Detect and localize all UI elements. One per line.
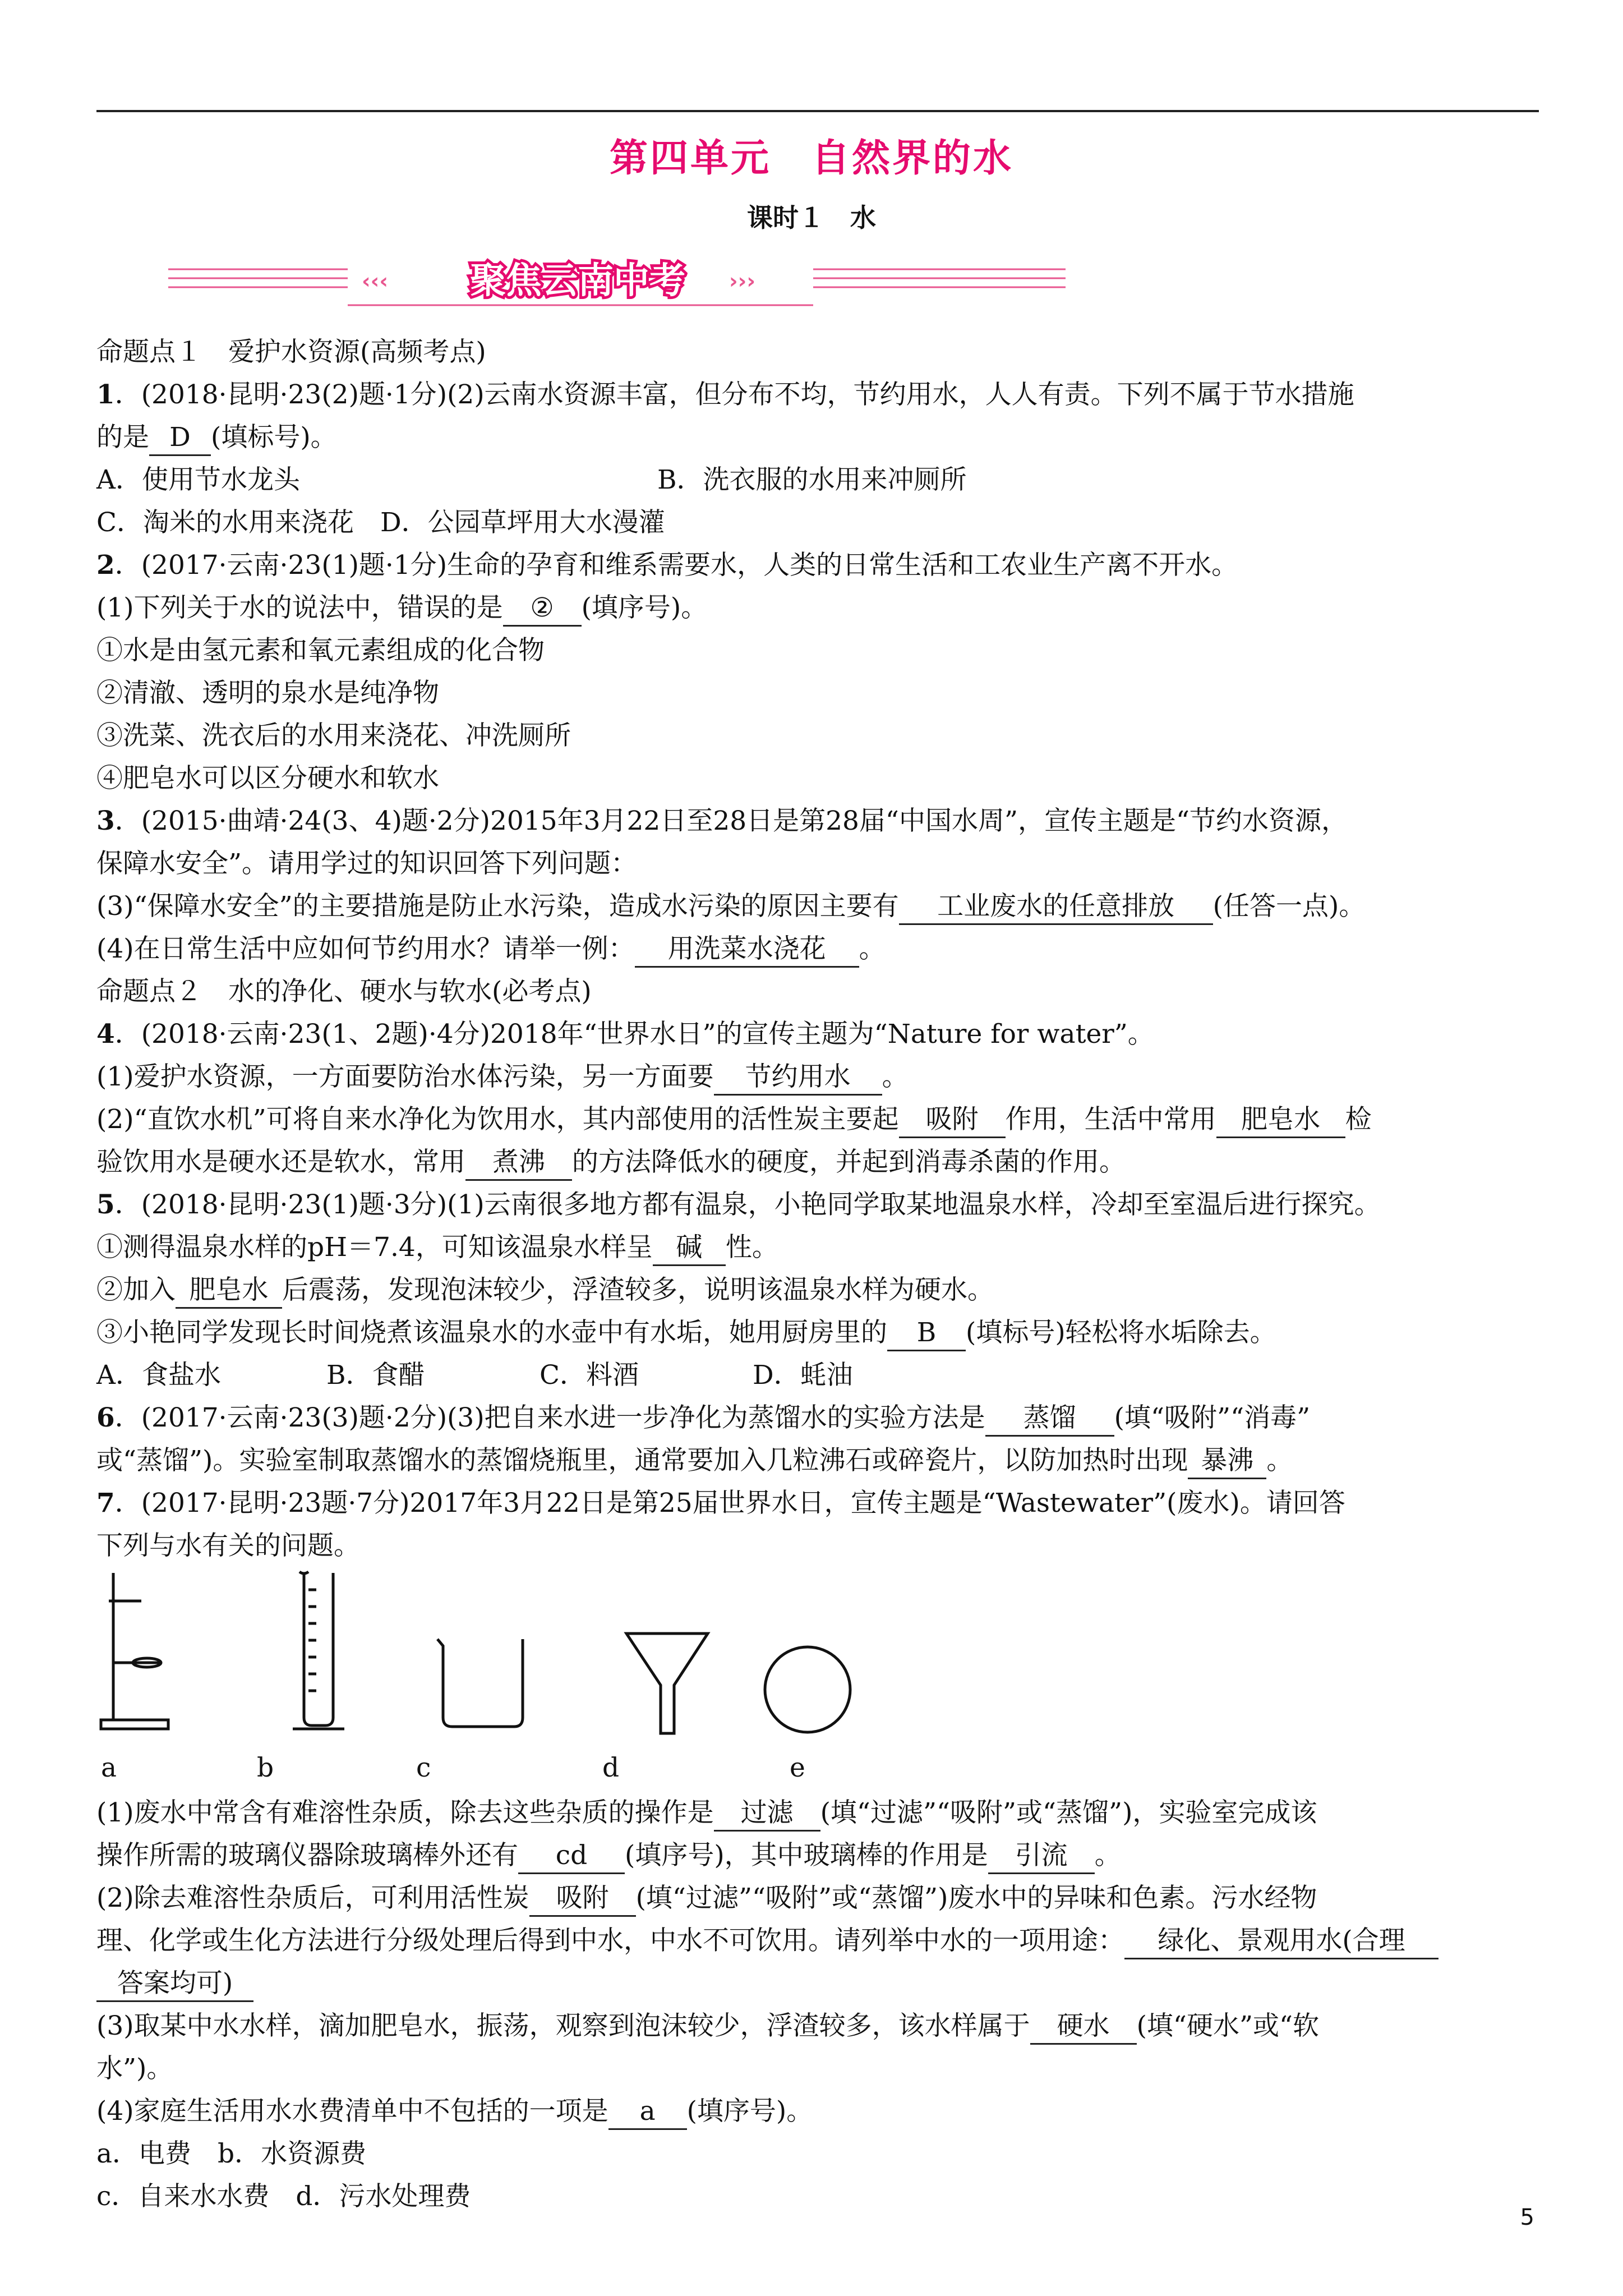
- q4-number: 4: [96, 1019, 115, 1050]
- q7-sub3: (3)取某中水水样，滴加肥皂水，振荡，观察到泡沫较少，浮渣较多，该水样属于 硬水 (填“硬水”或“软: [96, 2005, 1543, 2047]
- q7-sub1b: 操作所需的玻璃仪器除玻璃棒外还有 cd (填序号)，其中玻璃棒的作用是 引流 。: [96, 1834, 1543, 1877]
- q5-line1: 5．(2018·昆明·23(1)题·3分)(1)云南很多地方都有温泉，小艳同学取某地温泉水样，冷却至室温后进行探究。: [96, 1189, 1381, 1220]
- q7-sub4: (4)家庭生活用水水费清单中不包括的一项是 a (填序号)。: [96, 2090, 1543, 2133]
- q7-answer-1c: 引流: [988, 1839, 1095, 1874]
- q7-answer-2b: 绿化、景观用水(合理: [1124, 1924, 1438, 1959]
- section-heading-1: 命题点１ 爱护水资源(高频考点): [96, 337, 486, 367]
- q7-sub2c: [96, 1962, 1543, 2005]
- q5-answer-c: B: [887, 1316, 966, 1351]
- q5-options: A．食盐水 B．食醋 C．料酒 D．蚝油: [96, 1360, 853, 1391]
- q6-line2: 或“蒸馏”)。实验室制取蒸馏水的蒸馏烧瓶里，通常要加入几粒沸石或碎瓷片，以防加热时出现 暴沸 。: [96, 1439, 1543, 1482]
- q1-answer: D: [149, 421, 211, 456]
- filter-paper-icon: [765, 1647, 850, 1732]
- question-content: [96, 331, 1543, 2218]
- q3-sub3: (3)“保障水安全”的主要措施是防止水污染，造成水污染的原因主要有 工业废水的任意排放 (任答一点)。: [96, 885, 1543, 928]
- q3-line2: 保障水安全”。请用学过的知识回答下列问题：: [96, 848, 638, 879]
- q7-answer-1: 过滤: [714, 1796, 820, 1832]
- q7-sub1: (1)废水中常含有难溶性杂质，除去这些杂质的操作是 过滤 (填“过滤”“吸附”或“蒸馏”)，实验室完成该: [96, 1792, 1543, 1834]
- page-number: 5: [1520, 2205, 1534, 2230]
- q2-item: ②清澈、透明的泉水是纯净物: [96, 678, 439, 708]
- q2-item: ③洗菜、洗衣后的水用来浇花、冲洗厕所: [96, 720, 571, 751]
- q7-line2: 下列与水有关的问题。: [96, 1530, 360, 1561]
- q1-options-cd: C．淘米的水用来浇花 D．公园草坪用大水漫灌: [96, 507, 665, 538]
- q1-line2: 的是 D (填标号)。: [96, 416, 1543, 459]
- graduated-cylinder-icon: [293, 1572, 344, 1729]
- q3-sub4: (4)在日常生活中应如何节约用水？请举一例： 用洗菜水浇花 。: [96, 928, 1543, 970]
- q4-answer-2c: 煮沸: [465, 1145, 572, 1181]
- q2-line1: 2．(2017·云南·23(1)题·1分)生命的孕育和维系需要水，人类的日常生活和工农业生产离不开水。: [96, 550, 1238, 581]
- q5-sub-a: ①测得温泉水样的pH＝7.4，可知该温泉水样呈 碱 性。: [96, 1226, 1543, 1269]
- q1-line1: 1．(2018·昆明·23(2)题·1分)(2)云南水资源丰富，但分布不均，节约用水，人人有责。下列不属于节水措施: [96, 379, 1354, 410]
- q5-answer-b: 肥皂水: [176, 1273, 282, 1309]
- q7-answer-2c: 答案均可): [96, 1967, 253, 2002]
- fig-label-a: a: [101, 1752, 117, 1783]
- q6-answer-2: 暴沸: [1188, 1444, 1266, 1479]
- q5-answer-a: 碱: [653, 1231, 726, 1266]
- iron-stand-icon: [101, 1573, 168, 1729]
- q7-answer-3: 硬水: [1030, 2009, 1137, 2045]
- q7-sub3b: 水”)。: [96, 2053, 173, 2084]
- q6-number: 6: [96, 1402, 115, 1433]
- funnel-icon: [626, 1634, 708, 1733]
- q7-sub2: (2)除去难溶性杂质后，可利用活性炭 吸附 (填“过滤”“吸附”或“蒸馏”)废水中的异味和色素。污水经物: [96, 1877, 1543, 1920]
- q6-line1: 6．(2017·云南·23(3)题·2分)(3)把自来水进一步净化为蒸馏水的实验方法是 蒸馏 (填“吸附”“消毒”: [96, 1397, 1543, 1439]
- fig-label-e: e: [790, 1752, 805, 1783]
- q2-item: ④肥皂水可以区分硬水和软水: [96, 763, 439, 794]
- q7-options-cd: c．自来水水费 d．污水处理费: [96, 2181, 471, 2212]
- q7-answer-4: a: [608, 2095, 687, 2130]
- q5-sub-b: ②加入 肥皂水 后震荡，发现泡沫较少，浮渣较多，说明该温泉水样为硬水。: [96, 1269, 1543, 1312]
- q3-number: 3: [96, 806, 115, 836]
- q1-options-ab: A．使用节水龙头 B．洗衣服的水用来冲厕所: [96, 464, 967, 495]
- section-banner: [168, 254, 1066, 310]
- q4-sub2b: 验饮用水是硬水还是软水，常用 煮沸 的方法降低水的硬度，并起到消毒杀菌的作用。: [96, 1141, 1543, 1184]
- beaker-icon: [437, 1639, 523, 1727]
- q5-number: 5: [96, 1189, 115, 1220]
- q4-answer-1: 节约用水: [714, 1060, 882, 1096]
- q1-number: 1: [96, 379, 115, 410]
- q3-answer-4: 用洗菜水浇花: [635, 932, 859, 968]
- q4-line1: 4．(2018·云南·23(1、2题)·4分)2018年“世界水日”的宣传主题为“Nature for water”。: [96, 1019, 1154, 1050]
- q5-sub-c: ③小艳同学发现长时间烧煮该温泉水的水壶中有水垢，她用厨房里的 B (填标号)轻松将水垢除去。: [96, 1312, 1543, 1354]
- right-chevrons-icon: ›››: [729, 269, 755, 293]
- q2-sub1: (1)下列关于水的说法中，错误的是 ② (填序号)。: [96, 587, 1543, 629]
- q6-answer-1: 蒸馏: [985, 1401, 1114, 1437]
- q2-item: ①水是由氢元素和氧元素组成的化合物: [96, 635, 545, 666]
- left-chevrons-icon: ‹‹‹: [362, 269, 388, 293]
- q2-answer: ②: [503, 591, 582, 627]
- apparatus-figure: [96, 1567, 1543, 1792]
- unit-title: 第四单元 自然界的水: [609, 136, 1013, 181]
- q3-answer-3: 工业废水的任意排放: [899, 890, 1213, 925]
- q4-sub2: (2)“直饮水机”可将自来水净化为饮用水，其内部使用的活性炭主要起 吸附 作用，生活中常用 肥皂水 检: [96, 1098, 1543, 1141]
- q7-number: 7: [96, 1488, 115, 1519]
- q7-sub2b: 理、化学或生化方法进行分级处理后得到中水，中水不可饮用。请列举中水的一项用途： 绿化、景观用水(合理: [96, 1920, 1543, 1962]
- q7-answer-1b: cd: [518, 1839, 625, 1874]
- q4-answer-2b: 肥皂水: [1216, 1103, 1345, 1138]
- section-heading-2: 命题点２ 水的净化、硬水与软水(必考点): [96, 976, 592, 1007]
- q3-line1: 3．(2015·曲靖·24(3、4)题·2分)2015年3月22日至28日是第28届“中国水周”，宣传主题是“节约水资源，: [96, 806, 1348, 836]
- q7-line1: 7．(2017·昆明·23题·7分)2017年3月22日是第25届世界水日，宣传主题是“Wastewater”(废水)。请回答: [96, 1488, 1345, 1519]
- q7-answer-2: 吸附: [529, 1881, 636, 1917]
- header-rule: [96, 110, 1539, 112]
- fig-label-d: d: [602, 1752, 620, 1783]
- banner-text: 聚焦云南中考: [470, 260, 685, 302]
- q7-options-ab: a．电费 b．水资源费: [96, 2138, 367, 2169]
- q2-number: 2: [96, 550, 115, 581]
- q4-sub1: (1)爱护水资源，一方面要防治水体污染，另一方面要 节约用水 。: [96, 1056, 1543, 1098]
- fig-label-b: b: [257, 1752, 274, 1783]
- lesson-title: 课时１ 水: [747, 203, 876, 233]
- fig-label-c: c: [416, 1752, 431, 1783]
- q4-answer-2a: 吸附: [899, 1103, 1006, 1138]
